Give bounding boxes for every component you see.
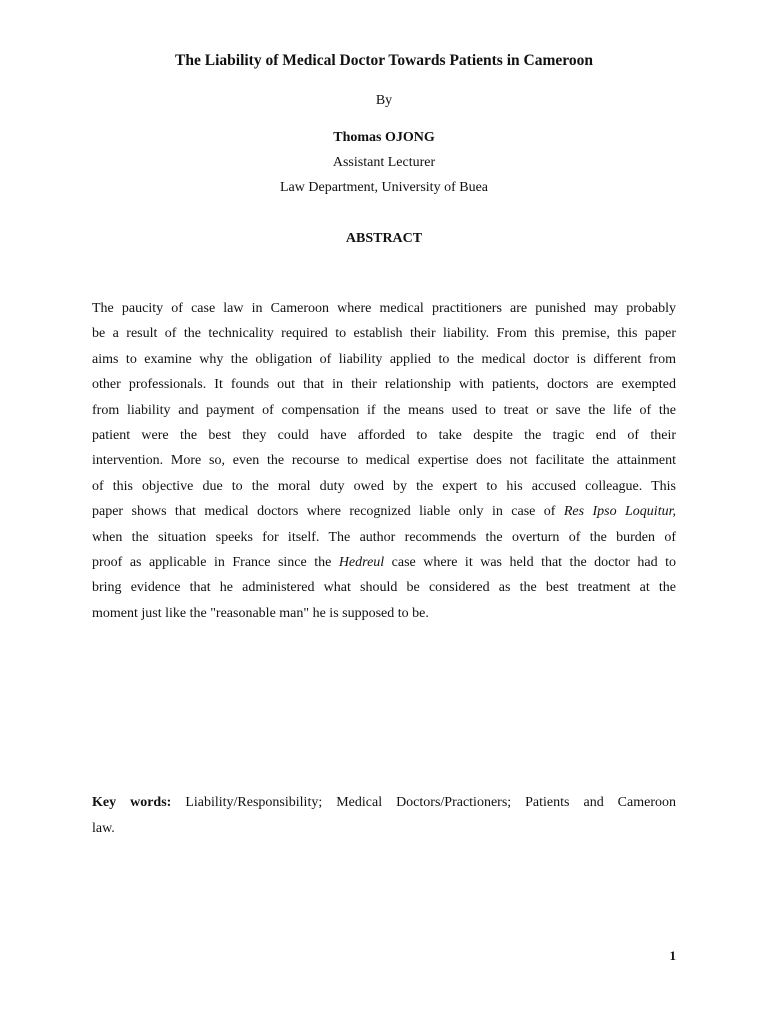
abstract-line: bring evidence that he administered what should be considered as the best treatment at the [92,580,676,596]
keywords-text: Liability/Responsibility; Medical Doctors/Practioners; Patients and Cameroon [185,795,676,810]
keywords-line-end: law. [92,821,115,836]
abstract-heading: ABSTRACT [345,231,423,246]
abstract-line: proof as applicable in France since the Hedreul case where it was held that the doctor had to [92,554,677,570]
abstract-line: of this objective due to the moral duty owed by the expert to his accused colleague. This [92,478,676,494]
abstract-line: be a result of the technicality required to establish their liability. From this premise, this paper [92,326,676,342]
abstract-italic-term: Res Ipso Loquitur, [563,504,676,520]
paper-title: The Liability of Medical Doctor Towards Patients in Cameroon [175,52,593,69]
abstract-body [92,296,676,626]
keywords-line [92,790,676,816]
page-number: 1 [669,948,676,963]
keywords-label: Key words: [92,795,172,810]
byline: By [375,93,393,108]
abstract-line: patient were the best they could have afforded to take despite the tragic end of their [92,427,676,443]
abstract-line: intervention. More so, even the recourse to medical expertise does not facilitate the attainment [92,453,676,469]
abstract-line: other professionals. It founds out that in their relationship with patients, doctors are exempted [92,377,676,393]
keywords-section [92,790,676,842]
abstract-italic-term: Hedreul [338,554,385,570]
author-name: Thomas OJONG [333,130,435,145]
author-affiliation: Law Department, University of Buea [280,180,488,195]
abstract-line: The paucity of case law in Cameroon where medical practitioners are punished may probably [92,301,676,316]
abstract-line: from liability and payment of compensation if the means used to treat or save the life of the [92,402,676,418]
abstract-line: paper shows that medical doctors where recognized liable only in case of Res Ipso Loquitur, [92,504,676,520]
abstract-line: when the situation speeks for itself. The author recommends the overturn of the burden of [92,529,676,545]
author-role: Assistant Lecturer [332,155,436,170]
abstract-line: moment just like the "reasonable man" he is supposed to be. [92,605,429,621]
abstract-line: aims to examine why the obligation of liability applied to the medical doctor is different from [92,351,676,367]
